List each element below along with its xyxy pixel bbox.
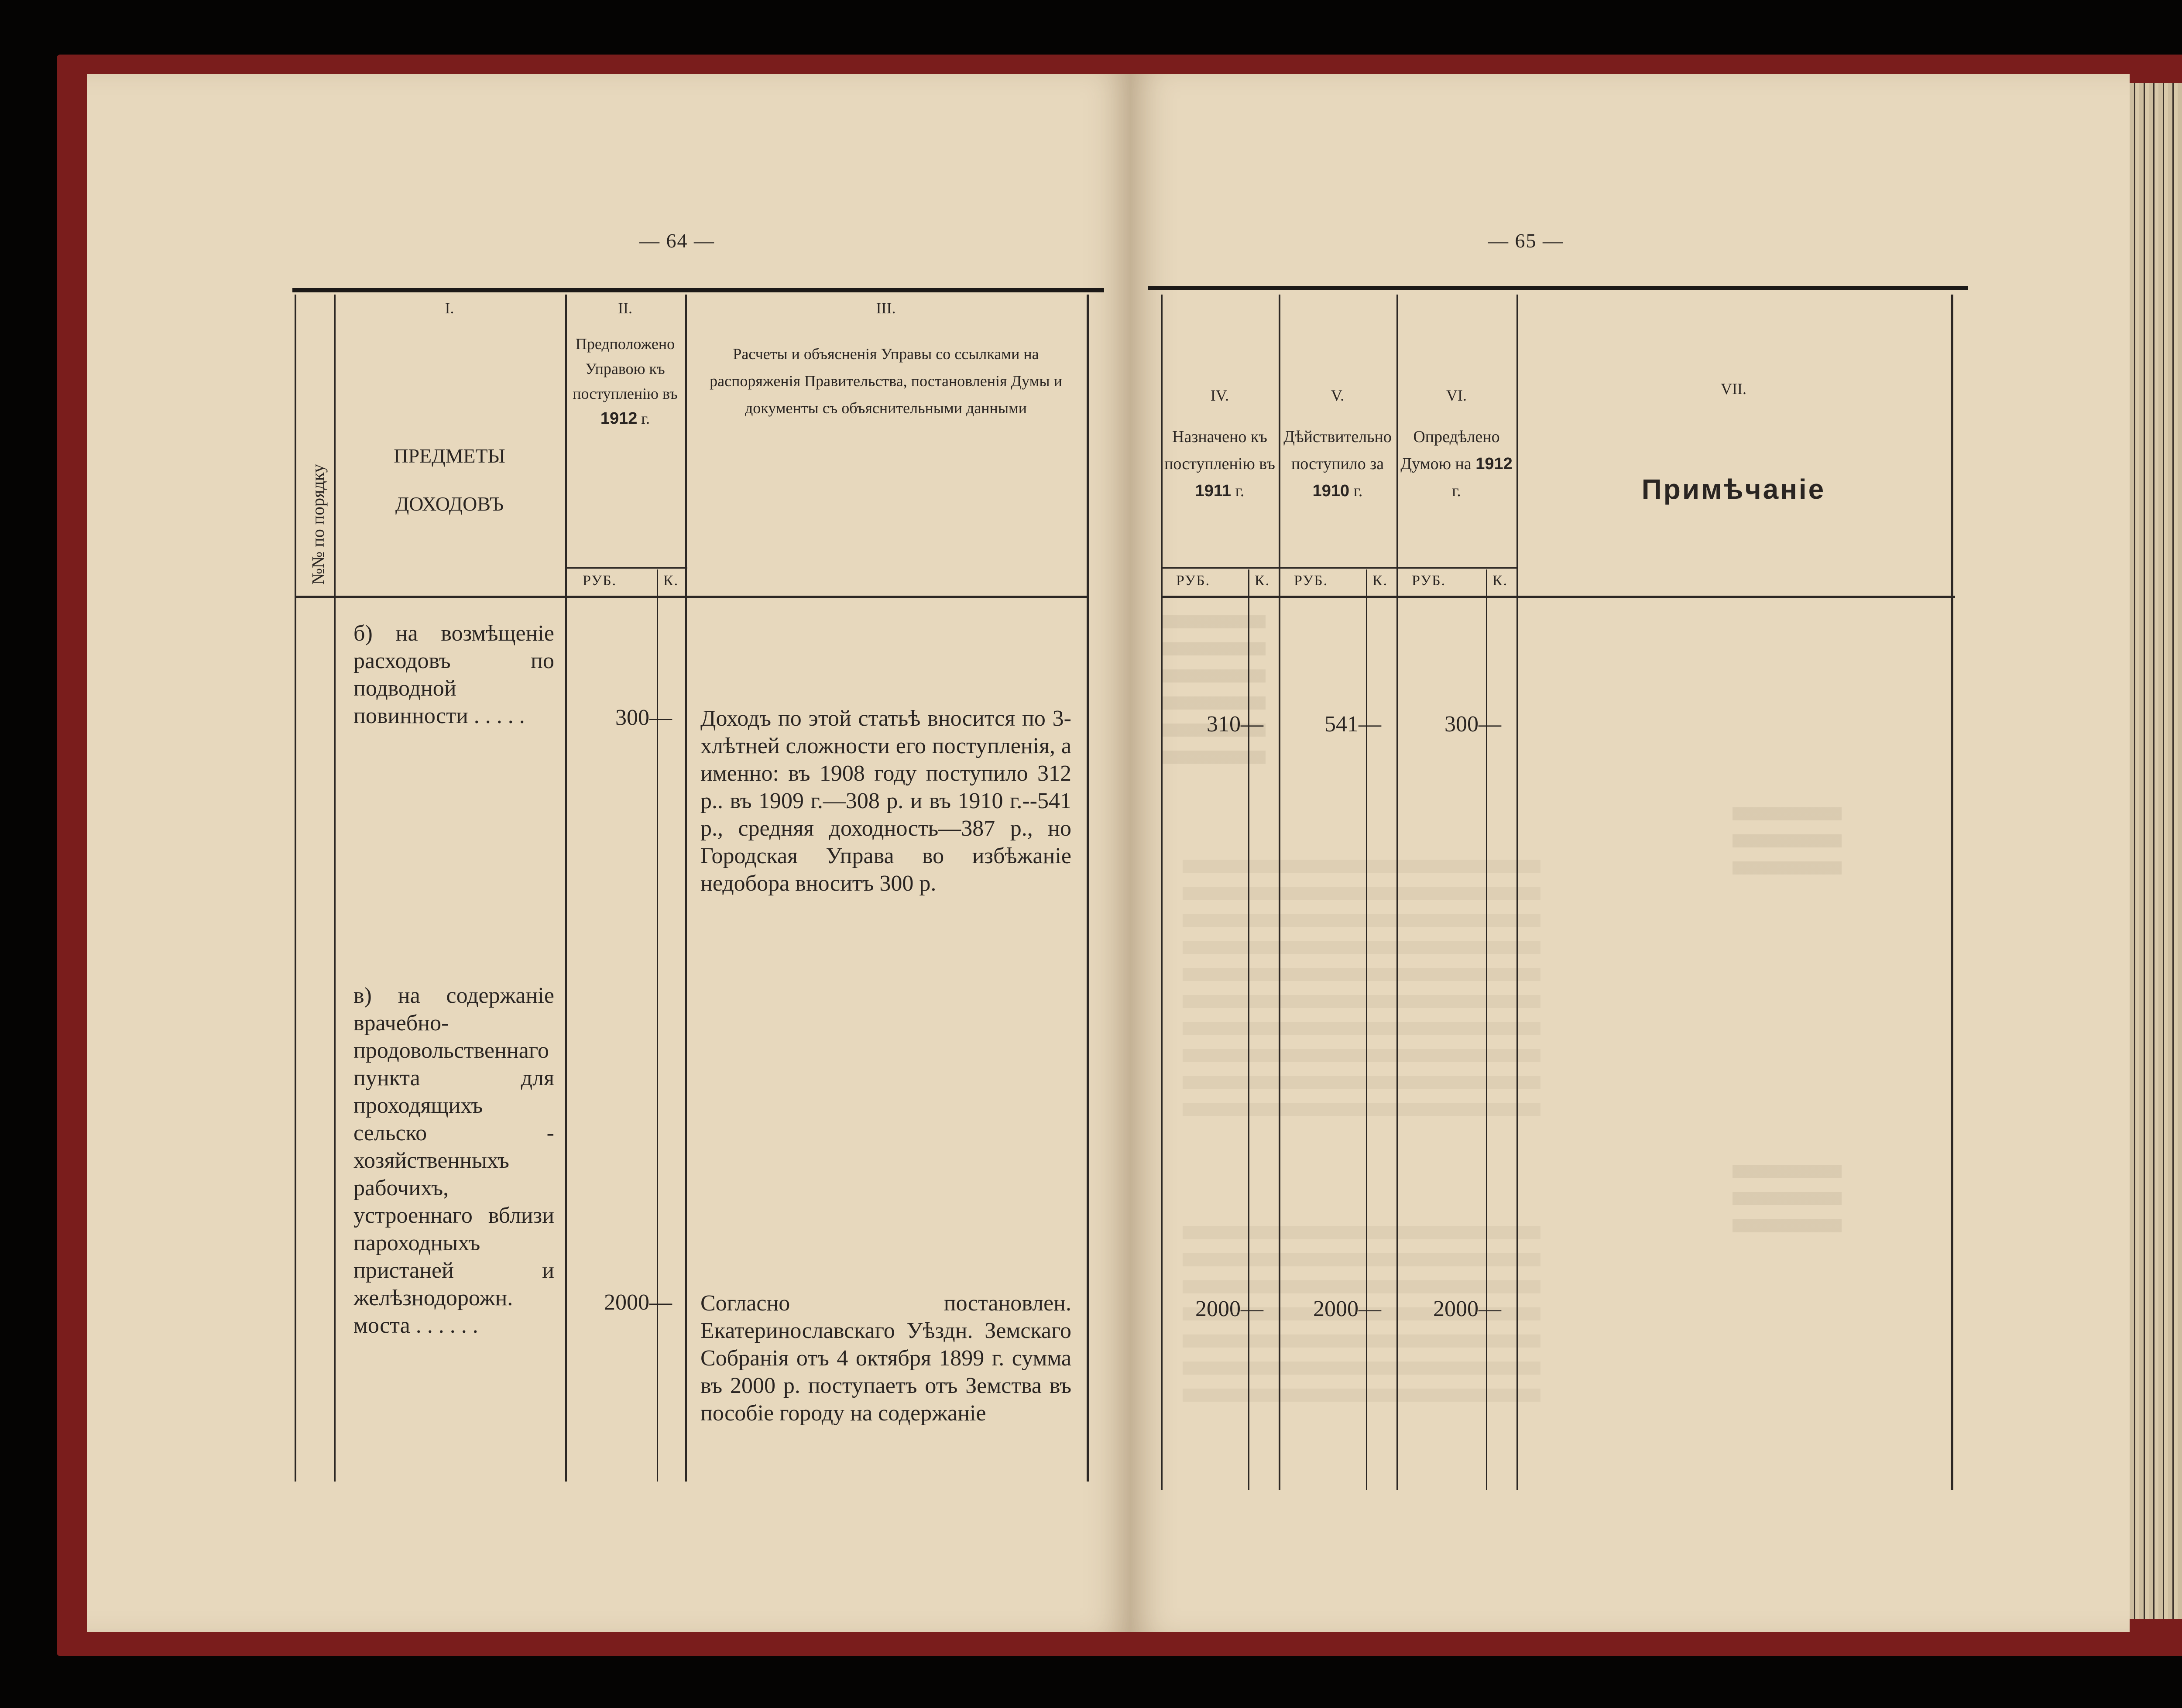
unit-rub: РУБ. — [583, 573, 617, 589]
column-roman-II: II. — [618, 299, 632, 317]
bleed-through-text — [1733, 807, 1842, 881]
unit-k: К. — [1492, 573, 1508, 589]
unit-k: К. — [663, 573, 679, 589]
unit-k: К. — [1372, 573, 1388, 589]
page-number: — 65 — — [1488, 230, 1564, 252]
column-header-remarks: Примѣчаніе — [1641, 473, 1826, 505]
column-roman-III: III. — [876, 299, 896, 317]
left-page — [87, 74, 1130, 1632]
duma-row-1: 300— — [1444, 712, 1501, 737]
unit-k: К. — [1255, 573, 1270, 589]
explanation-row-2: Согласно постановлен. Екатеринославскаго Уѣздн. Земскаго Собранія отъ 4 октября 1899 г. сумма въ 2000 р. поступаетъ отъ Земства въ пособіе городу на содержаніе — [700, 1291, 1071, 1426]
unit-rub: РУБ. — [1176, 573, 1211, 589]
column-header-received: Дѣйствительно поступило за 1910 г. — [1283, 428, 1392, 500]
amount-row-1: 300— — [615, 705, 672, 730]
received-row-2: 2000— — [1313, 1296, 1381, 1321]
column-roman-V: V. — [1331, 387, 1345, 404]
column-header-proposed: Предположено Управою къ поступленію въ 1912 г. — [573, 335, 678, 428]
assigned-row-2: 2000— — [1195, 1296, 1263, 1321]
assigned-row-1: 310— — [1207, 712, 1263, 737]
unit-rub: РУБ. — [1412, 573, 1446, 589]
column-header-explanations: Расчеты и объясненія Управы со ссылками на распоряженія Правительства, постановленія Думы и документы съ объяснительными данными — [710, 345, 1062, 417]
column-roman-VII: VII. — [1721, 380, 1746, 398]
received-row-1: 541— — [1324, 712, 1381, 737]
bleed-through-text — [1733, 1165, 1842, 1239]
column-header-duma: Опредѣлено Думою на 1912 г. — [1400, 428, 1513, 500]
unit-rub: РУБ. — [1294, 573, 1328, 589]
explanation-row-1: Доходъ по этой статьѣ вносится по 3-хлѣтней сложности его поступленія, а именно: въ 1908 году поступило 312 р.. въ 1909 г.—308 р. и въ 1910 г.--541 р., средняя доходность—387 р., но Городская Управа во избѣжаніе недобора вноситъ 300 р. — [700, 706, 1071, 896]
item-row-1: б) на возмѣщеніе расходовъ по подводной повинности . . . . . — [353, 621, 554, 728]
column-roman-VI: VI. — [1446, 387, 1467, 404]
page-edges — [2130, 83, 2182, 1619]
top-rule — [292, 288, 1104, 292]
right-page — [1130, 74, 2130, 1632]
top-rule — [1148, 286, 1968, 290]
amount-row-2: 2000— — [604, 1290, 672, 1315]
column-header-assigned: Назначено къ поступленію въ 1911 г. — [1164, 428, 1275, 500]
bleed-through-text — [1161, 615, 1266, 772]
column-header-items: ПРЕДМЕТЫ ДОХОДОВЪ — [394, 445, 505, 515]
column-roman-IV: IV. — [1210, 387, 1229, 404]
column-header-number: №№ по порядку — [308, 464, 328, 585]
column-roman-I: I. — [445, 299, 454, 317]
duma-row-2: 2000— — [1433, 1296, 1501, 1321]
item-row-2: в) на содержаніе врачебно-продовольственнаго пункта для проходящихъ сельско - хозяйственныхъ рабочихъ, устроеннаго вблизи пароходныхъ пристаней и желѣзнодорожн. моста . . . . . . — [353, 983, 554, 1338]
page-number: — 64 — — [639, 230, 715, 252]
